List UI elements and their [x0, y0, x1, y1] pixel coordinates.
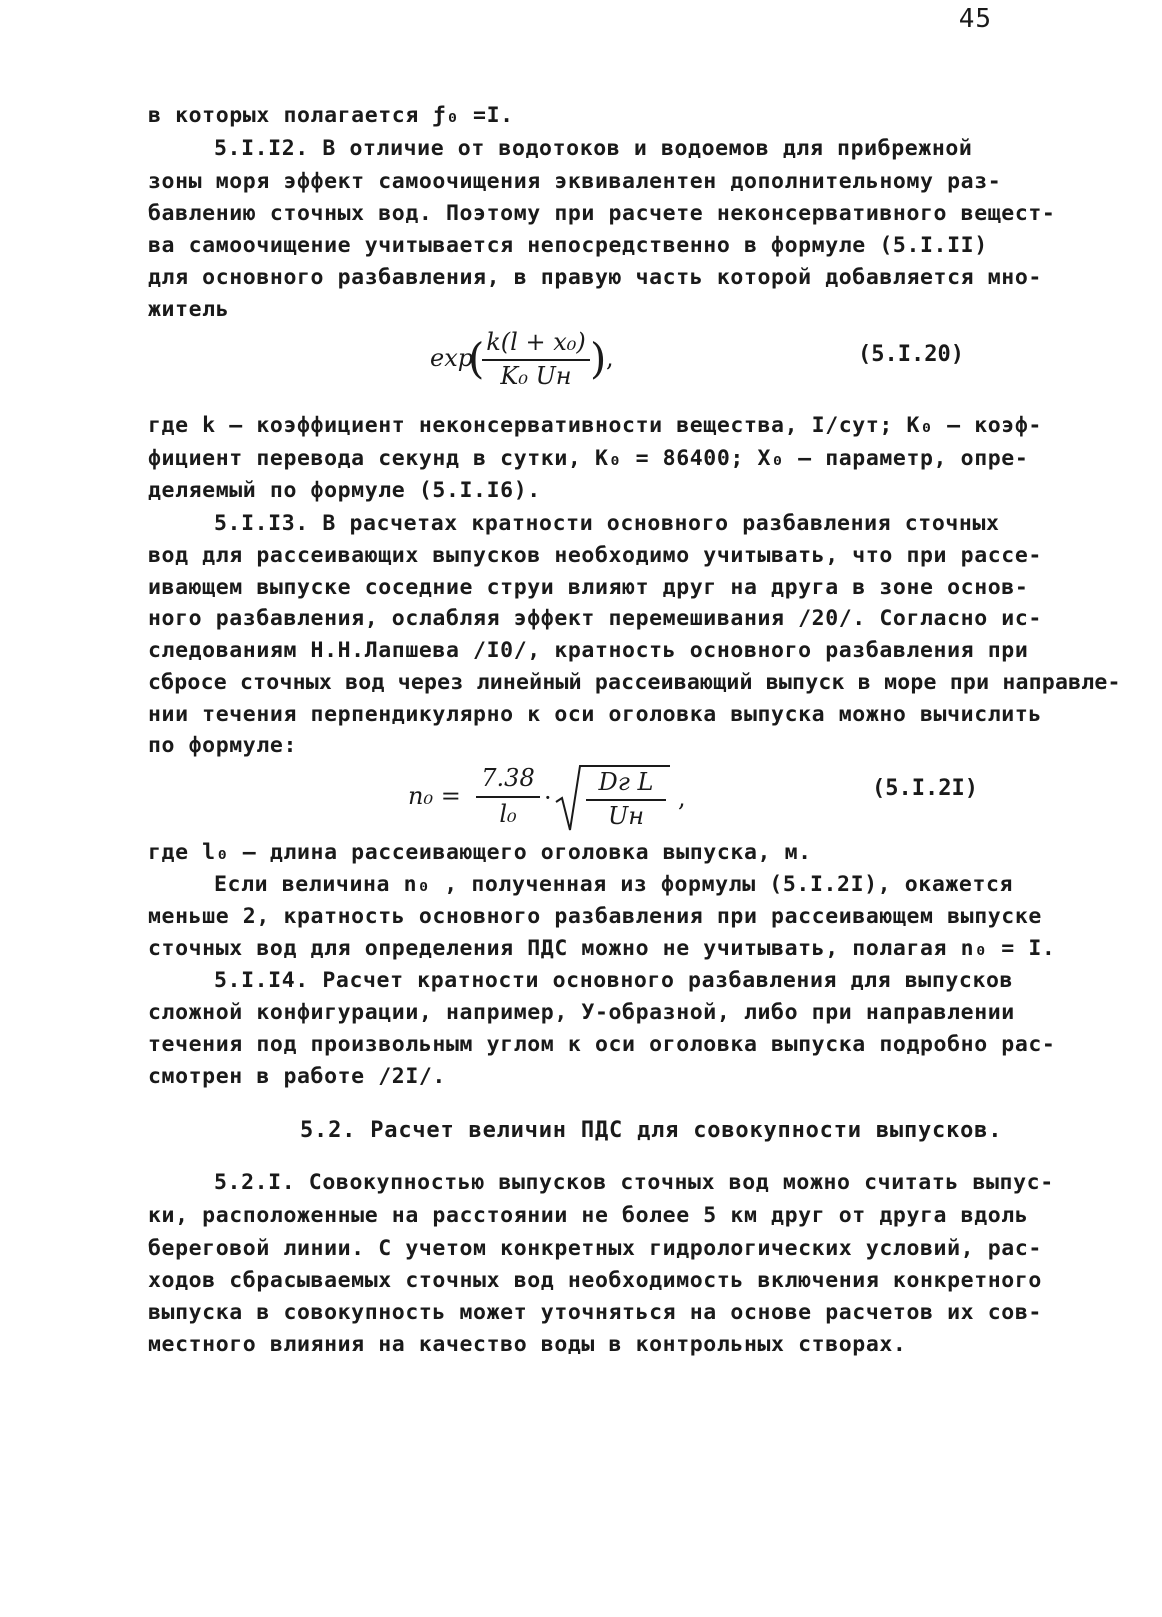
formula-suffix: , [678, 784, 686, 812]
formula-number: (5.I.20) [858, 342, 964, 367]
text-line: 5.I.I3. В расчетах кратности основного разбавления сточных [214, 511, 1000, 536]
text-line: ивающем выпуске соседние струи влияют друг на друга в зоне основ- [148, 575, 1029, 600]
text-line: зоны моря эффект самоочищения эквивалентен дополнительному раз- [148, 169, 1002, 194]
text-line: береговой линии. С учетом конкретных гидрологических условий, рас- [148, 1236, 1042, 1261]
root-denominator: Uн [607, 802, 645, 830]
text-line: 5.I.I4. Расчет кратности основного разбавления для выпусков [214, 968, 1014, 993]
formula-lhs: n₀ = [408, 782, 461, 810]
text-line: местного влияния на качество воды в контрольных створах. [148, 1332, 907, 1357]
formula-denominator: K₀ Uн [500, 362, 572, 390]
root-numerator: Dг L [598, 768, 654, 796]
formula-numerator: k(l + x₀) [486, 328, 586, 356]
text-line: ки, расположенные на расстоянии не более 5 км друг от друга вдоль [148, 1203, 1029, 1228]
text-line: фициент перевода секунд в сутки, K₀ = 86400; X₀ – параметр, опре- [148, 446, 1029, 471]
formula-5-1-20 [430, 328, 650, 392]
text-line: меньше 2, кратность основного разбавления при рассеивающем выпуске [148, 904, 1042, 929]
text-line: выпуска в совокупность может уточняться на основе расчетов их сов- [148, 1300, 1042, 1325]
text-line: деляемый по формуле (5.I.I6). [148, 478, 541, 503]
text-line: 5.I.I2. В отличие от водотоков и водоемов для прибрежной [214, 136, 973, 161]
text-line: смотрен в работе /2I/. [148, 1064, 446, 1089]
text-line: течения под произвольным углом к оси оголовка выпуска подробно рас- [148, 1032, 1056, 1057]
text-line: житель [148, 297, 230, 322]
text-line: ходов сбрасываемых сточных вод необходимость включения конкретного [148, 1268, 1042, 1293]
text-line: по формуле: [148, 733, 297, 758]
text-line: Если величина n₀ , полученная из формулы (5.I.2I), окажется [214, 872, 1014, 897]
text-line: ва самоочищение учитывается непосредственно в формуле (5.I.II) [148, 233, 988, 258]
text-line: сбросе сточных вод через линейный рассеивающий выпуск в море при направле- [148, 670, 1121, 695]
text-line: ного разбавления, ослабляя эффект перемешивания /20/. Согласно ис- [148, 606, 1042, 631]
text-line: вод для рассеивающих выпусков необходимо учитывать, что при рассе- [148, 543, 1042, 568]
text-line: сложной конфигурации, например, У-образной, либо при направлении [148, 1000, 1015, 1025]
text-line: где l₀ – длина рассеивающего оголовка выпуска, м. [148, 840, 812, 865]
text-line: сточных вод для определения ПДС можно не учитывать, полагая n₀ = I. [148, 936, 1056, 961]
text-line: в которых полагается ƒ₀ =I. [148, 103, 514, 128]
formula-5-1-21: n₀ = 7.38 l₀ · Dг L Uн , [408, 762, 688, 834]
formula-numerator: 7.38 [481, 764, 535, 792]
page-number: 45 [958, 4, 992, 34]
formula-denominator: l₀ [499, 800, 517, 828]
text-line: где k – коэффициент неконсервативности вещества, I/сут; K₀ – коэф- [148, 413, 1042, 438]
formula-number: (5.I.2I) [872, 776, 978, 801]
text-line: для основного разбавления, в правую часть которой добавляется мно- [148, 265, 1042, 290]
text-line: следованиям Н.Н.Лапшева /I0/, кратность основного разбавления при [148, 638, 1029, 663]
formula-exp-prefix: exp [430, 344, 474, 372]
text-line: 5.2.I. Совокупностью выпусков сточных вод можно считать выпус- [214, 1170, 1054, 1195]
formula-right-paren: ) [590, 334, 607, 383]
formula-suffix: , [606, 344, 614, 372]
text-line: бавлению сточных вод. Поэтому при расчете неконсервативного вещест- [148, 201, 1056, 226]
text-line: нии течения перпендикулярно к оси оголовка выпуска можно вычислить [148, 702, 1042, 727]
fraction-bar [586, 799, 666, 801]
fraction-bar [476, 796, 540, 798]
section-heading: 5.2. Расчет величин ПДС для совокупности выпусков. [300, 1118, 1003, 1143]
fraction-bar [482, 359, 590, 361]
formula-left-paren: ( [468, 334, 485, 383]
